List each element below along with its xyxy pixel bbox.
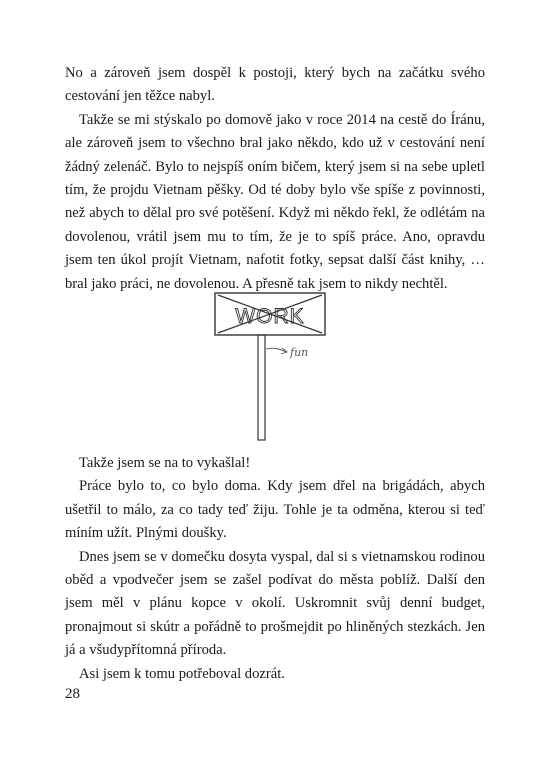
arrow-label: fun — [290, 346, 309, 359]
work-sign-drawing — [210, 285, 340, 445]
page-number: 28 — [65, 686, 80, 702]
paragraph: Asi jsem k tomu potřeboval dozrát. — [79, 665, 285, 682]
sign-post — [258, 335, 265, 440]
paragraph: Práce bylo to, co bylo doma. Kdy jsem dřel na brigádách, abych ušetřil to málo, za co tady teď žiju. Tohle je ta odměna, kterou si teď míním užít. Plnými doušky. — [65, 478, 485, 542]
paragraph: Takže se mi stýskalo po domově jako v roce 2014 na cestě do Íránu, ale zároveň jsem to všechno bral jako někdo, kdo už v cestování není žádný zelenáč. Bylo to nejspíš oním bičem, který jsem si na sebe upletl tím, že projdu Vietnam pěšky. Od té doby bylo vše spíše z povinnosti, než abych to dělal pro své potěšení. Když mi někdo řekl, že odlétám na dovolenou, vrátil jsem mu to tím, že je to spíš práce. Ano, opravdu jsem ten úkol projít Vietnam, nafotit fotky, sepsat další část knihy, … bral jako práci, ne dovolenou. A přesně tak jsem to nikdy nechtěl. — [65, 111, 485, 292]
paragraph: No a zároveň jsem dospěl k postoji, který bych na začátku svého cestování jen těžce nabyl. — [65, 65, 485, 105]
work-sign-illustration — [210, 285, 340, 445]
text-block-bottom — [65, 452, 485, 686]
paragraph: Dnes jsem se v domečku dosyta vyspal, dal si s vietnamskou rodinou oběd a vpodvečer jsem se zašel podívat do města poblíž. Další den jsem měl v plánu kopce v okolí. Uskromnit svůj denní budget, pronajmout si skútr a pořádně to prošmejdit po hliněných stezkách. Jen já a všudypřítomná příroda. — [65, 548, 485, 659]
sign-text: WORK — [235, 305, 305, 328]
text-block-top — [65, 62, 485, 296]
paragraph: Takže jsem se na to vykašlal! — [79, 455, 251, 471]
